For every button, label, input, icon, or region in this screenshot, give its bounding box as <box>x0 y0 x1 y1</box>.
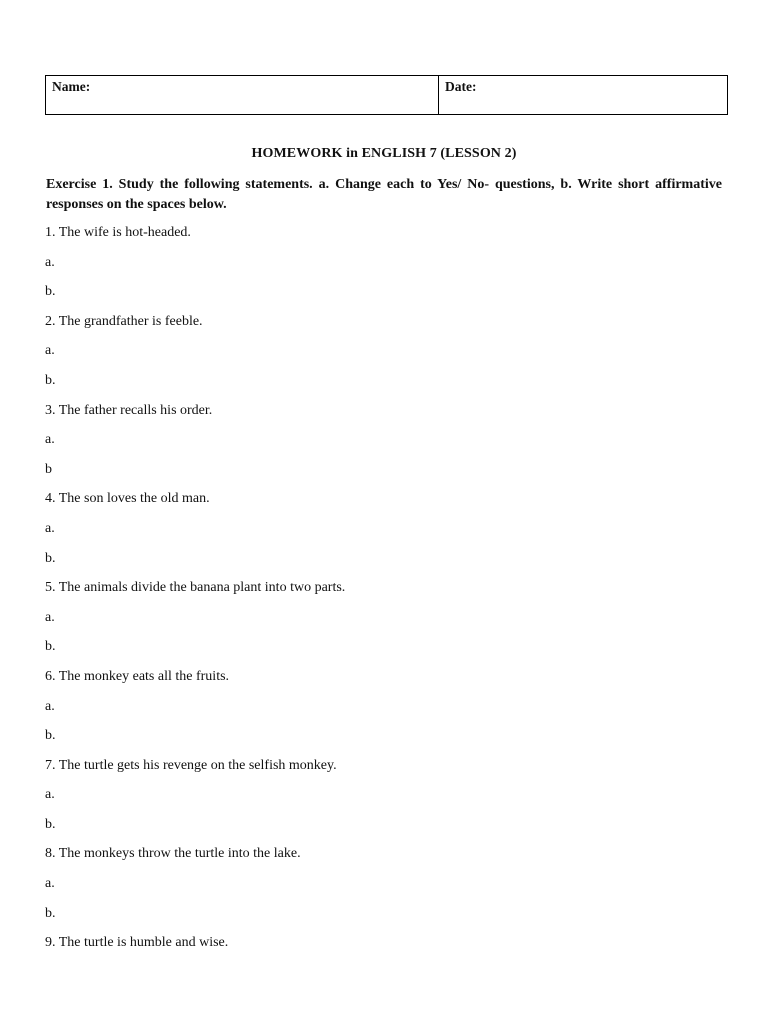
name-cell[interactable] <box>46 76 439 114</box>
statement-2: 2. The grandfather is feeble. <box>45 313 203 329</box>
exercise-instructions: Exercise 1. Study the following statements. a. Change each to Yes/ No- questions, b. Write short affirmative responses on the spaces below. <box>46 177 722 212</box>
statement-4: 4. The son loves the old man. <box>45 491 210 507</box>
name-label: Name: <box>52 79 91 94</box>
answer-7a[interactable]: a. <box>45 787 55 803</box>
date-label: Date: <box>445 79 477 94</box>
answer-3b[interactable]: b <box>45 461 52 477</box>
answer-5b[interactable]: b. <box>45 639 56 655</box>
statement-9: 9. The turtle is humble and wise. <box>45 935 229 951</box>
date-cell[interactable] <box>439 76 727 114</box>
answer-8b[interactable]: b. <box>45 905 56 921</box>
answer-7b[interactable]: b. <box>45 816 56 832</box>
answer-1a[interactable]: a. <box>45 254 55 270</box>
answer-6a[interactable]: a. <box>45 698 55 714</box>
document-title: HOMEWORK in ENGLISH 7 (LESSON 2) <box>251 146 517 161</box>
answer-5a[interactable]: a. <box>45 609 55 625</box>
statement-3: 3. The father recalls his order. <box>45 402 213 418</box>
statement-8: 8. The monkeys throw the turtle into the lake. <box>45 846 301 862</box>
statement-1: 1. The wife is hot-headed. <box>45 225 191 240</box>
answer-2b[interactable]: b. <box>45 372 56 388</box>
statement-5: 5. The animals divide the banana plant into two parts. <box>45 580 346 596</box>
answer-6b[interactable]: b. <box>45 728 56 744</box>
answer-3a[interactable]: a. <box>45 432 55 448</box>
answer-4a[interactable]: a. <box>45 520 55 536</box>
answer-1b[interactable]: b. <box>45 284 56 300</box>
header-table <box>45 75 728 115</box>
answer-2a[interactable]: a. <box>45 343 55 359</box>
statement-7: 7. The turtle gets his revenge on the selfish monkey. <box>45 757 337 773</box>
answer-4b[interactable]: b. <box>45 550 56 566</box>
answer-8a[interactable]: a. <box>45 876 55 892</box>
statement-6: 6. The monkey eats all the fruits. <box>45 668 230 684</box>
exercise-items <box>45 223 725 963</box>
